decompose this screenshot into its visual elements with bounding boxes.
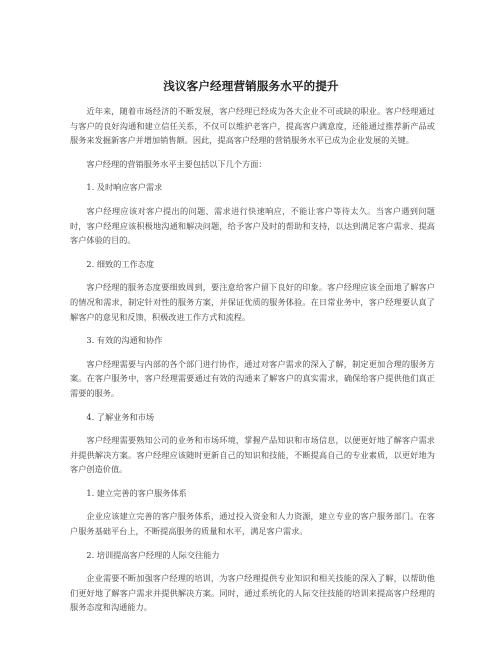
paragraph: 客户经理需要熟知公司的业务和市场环境，掌握产品知识和市场信息，以便更好地了解客户需求并提供解决方案。客户经理应该随时更新自己的知识和技能，不断提高自己的专业素质，以更好地为客户创造价值。 [70,435,435,475]
paragraph: 客户经理应该对客户提出的问题、需求进行快速响应，不能让客户等待太久。当客户遇到问题时，客户经理应该积极地沟通和解决问题，给予客户及时的帮助和支持，以达到满足客户需求、提高客户体验的目的。 [70,205,435,246]
paragraph: 客户经理的服务态度要细致周到，要注意给客户留下良好的印象。客户经理应该全面地了解客户的情况和需求，制定针对性的服务方案，并保证优质的服务体验。在日常业务中，客户经理要认真了解客户的意见和反馈，积极改进工作方式和流程。 [70,282,435,322]
paragraph: 客户经理的营销服务水平主要包括以下几个方面： [86,158,267,169]
paragraph: 近年来，随着市场经济的不断发展，客户经理已经成为各大企业不可或缺的职业。客户经理通过与客户的良好沟通和建立信任关系，不仅可以维护老客户，提高客户满意度，还能通过推荐新产品或服务来发掘新客户并增加销售额。因此，提高客户经理的营销服务水平已成为企业发展的关键。 [70,106,435,146]
document-title: 浅议客户经理营销服务水平的提升 [163,79,339,93]
paragraph: 客户经理需要与内部的各个部门进行协作，通过对客户需求的深入了解，制定更加合理的服务方案。在客户服务中，客户经理需要通过有效的沟通来了解客户的真实需求，确保给客户提供他们真正需要的服务。 [70,358,435,398]
section-heading: 1. 及时响应客户需求 [86,182,163,193]
paragraph: 企业需要不断加强客户经理的培训，为客户经理提供专业知识和相关技能的深入了解，以帮助他们更好地了解客户需求并提供解决方案。同时，通过系统化的人际交往技能的培训来提高客户经理的服务态度和沟通能力。 [70,573,435,613]
section-heading: 4. 了解业务和市场 [86,411,155,422]
section-heading: 3. 有效的沟通和协作 [86,335,163,346]
section-heading: 2. 细致的工作态度 [86,258,155,269]
paragraph: 企业应该建立完善的客户服务体系，通过投入资金和人力资源，建立专业的客户服务部门。在客户服务基础平台上，不断提高服务的质量和水平，满足客户需求。 [70,511,435,537]
section-heading: 2. 培训提高客户经理的人际交往能力 [86,549,220,560]
section-heading: 1. 建立完善的客户服务体系 [86,487,187,498]
document-body [70,104,435,624]
